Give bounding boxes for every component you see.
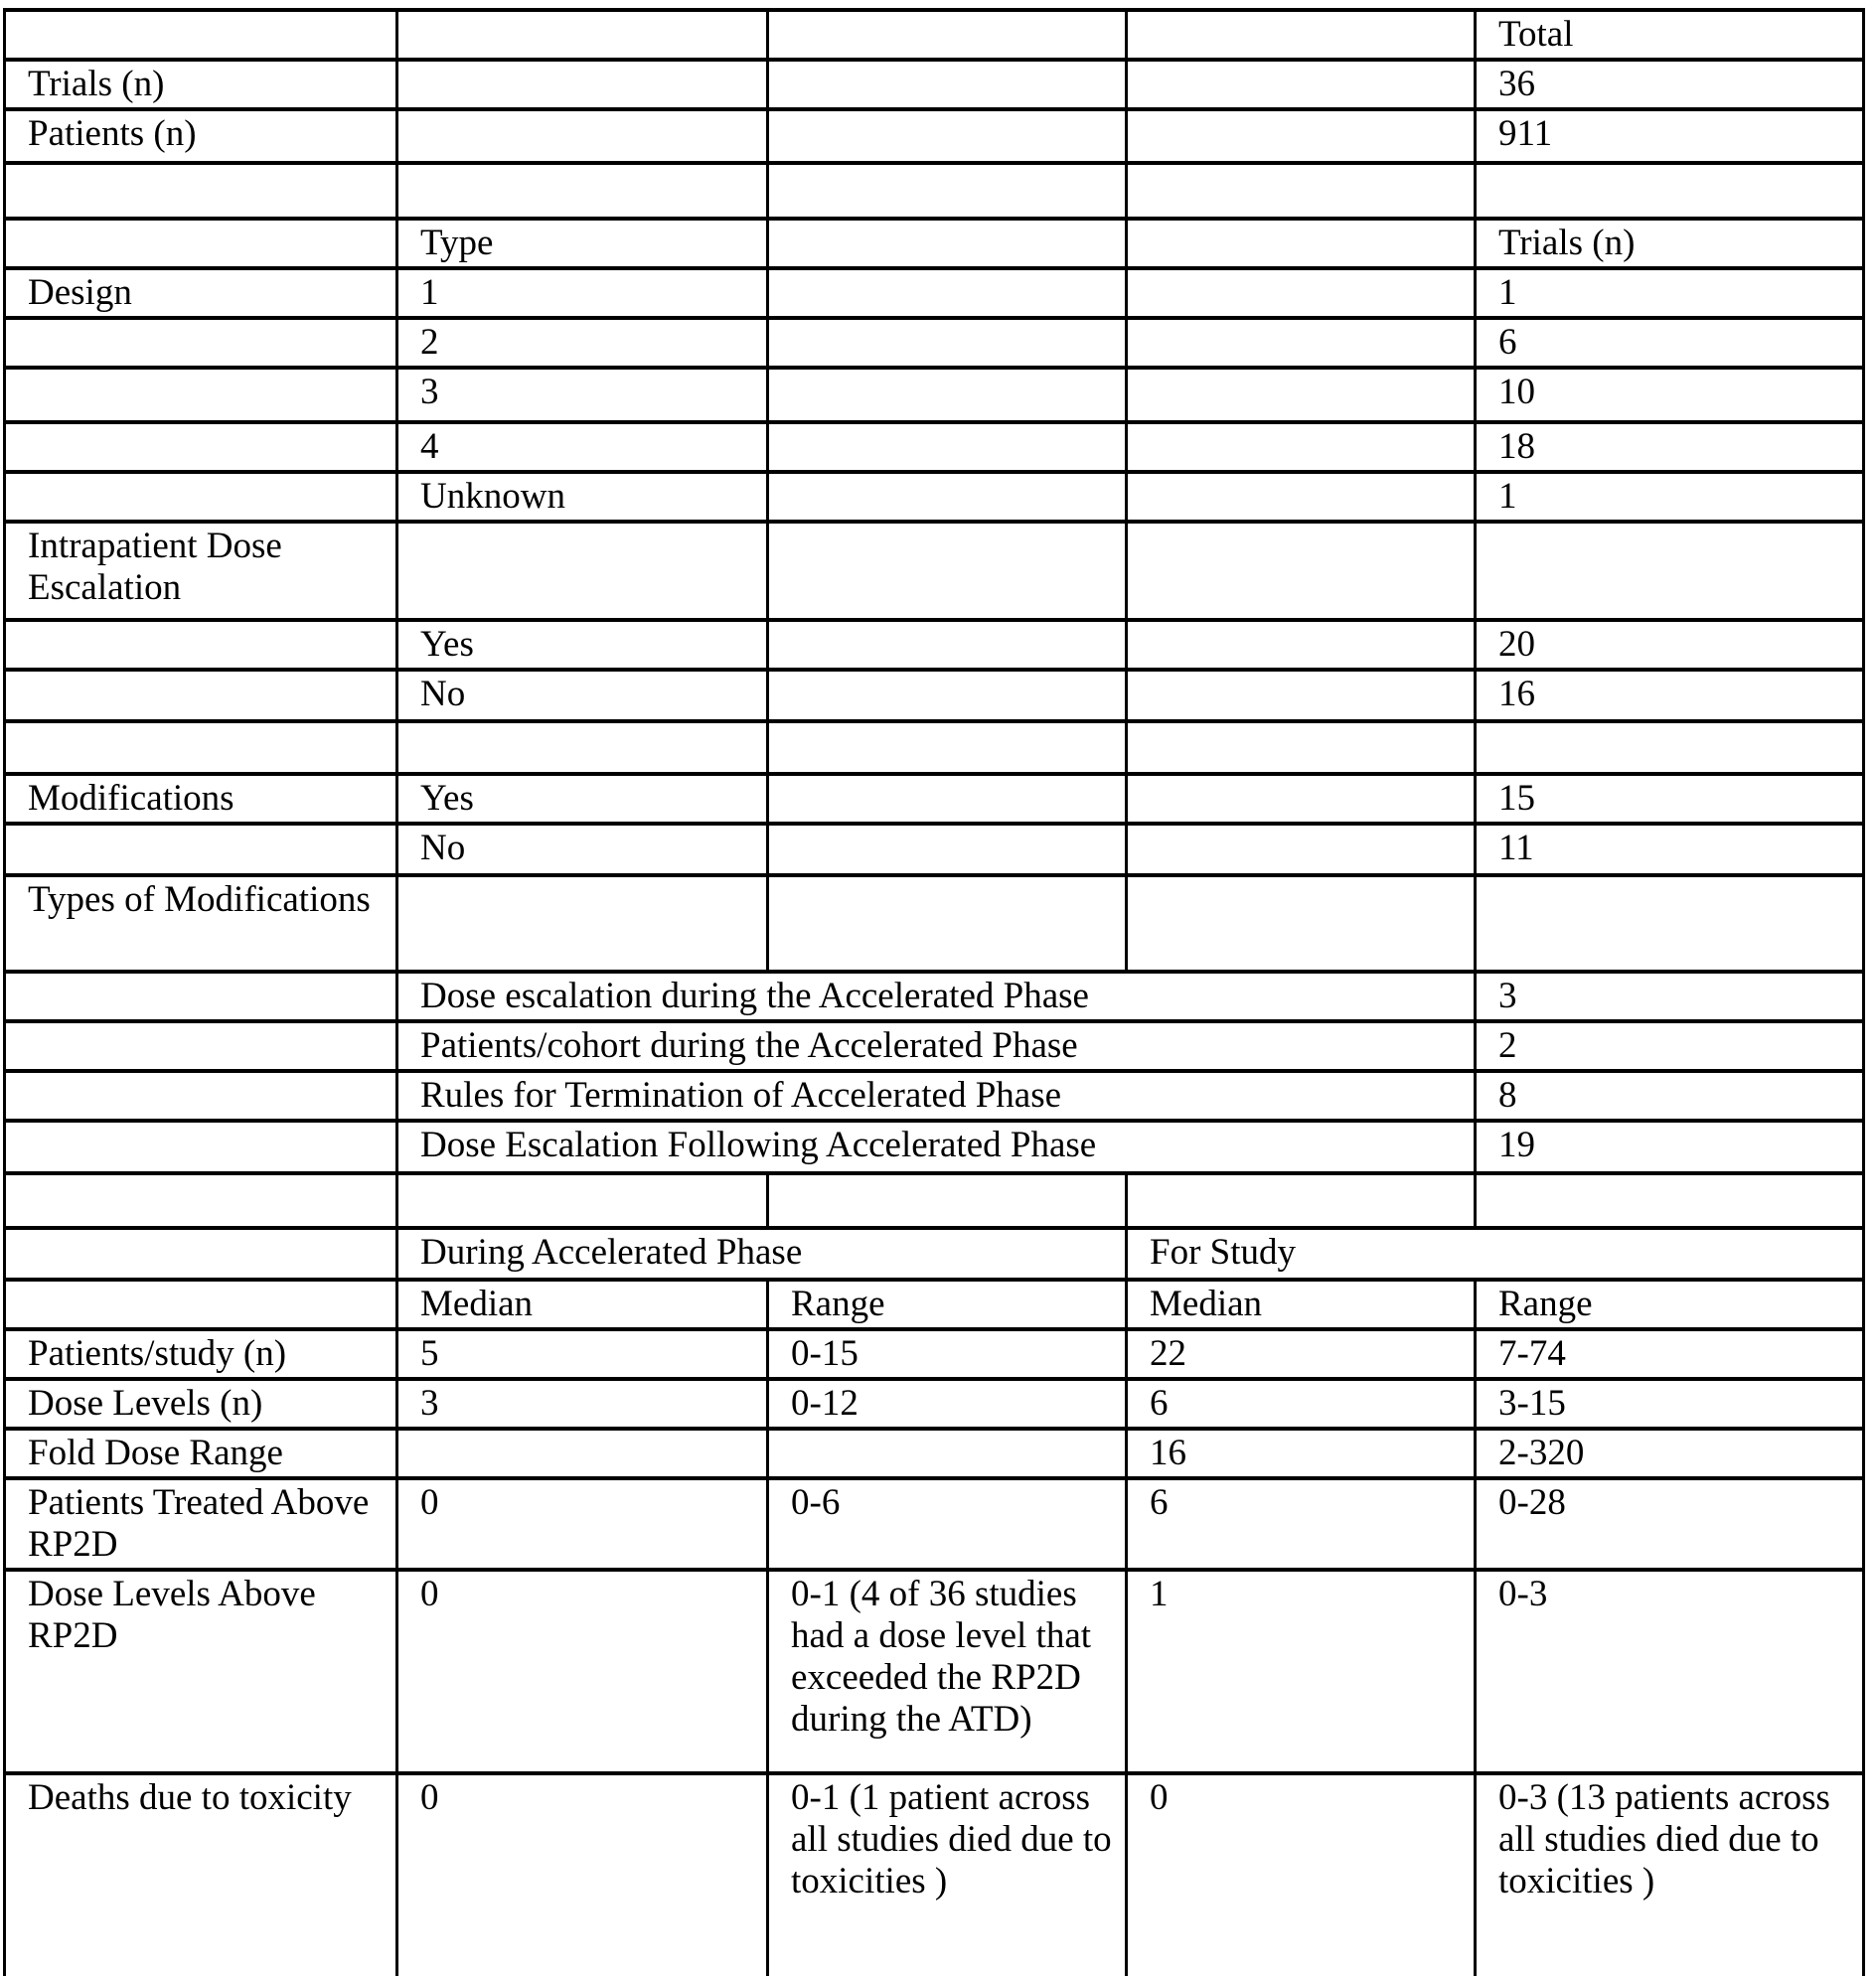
- group-header-cell: For Study: [1127, 1228, 1864, 1280]
- empty-cell: [5, 1071, 397, 1121]
- empty-cell: [5, 318, 397, 368]
- empty-cell: [397, 1429, 768, 1478]
- row-label-cell: Dose Levels Above RP2D: [5, 1570, 397, 1773]
- empty-cell: [397, 721, 768, 774]
- row-modifications-no: [5, 824, 1864, 875]
- empty-cell: [397, 163, 768, 219]
- value-cell: No: [397, 824, 768, 875]
- empty-cell: [1127, 163, 1476, 219]
- modification-type-cell: Rules for Termination of Accelerated Phase: [397, 1071, 1476, 1121]
- empty-cell: [768, 721, 1127, 774]
- empty-cell: [1127, 10, 1476, 60]
- value-cell: 7-74: [1476, 1329, 1864, 1379]
- empty-cell: [1476, 1173, 1864, 1228]
- value-cell: 1: [1127, 1570, 1476, 1773]
- empty-cell: [1476, 875, 1864, 972]
- empty-cell: [5, 1280, 397, 1329]
- empty-cell: [768, 60, 1127, 109]
- empty-cell: [768, 368, 1127, 422]
- row-intrapatient-no: [5, 670, 1864, 721]
- modification-type-cell: Dose Escalation Following Accelerated Phase: [397, 1121, 1476, 1173]
- empty-cell: [768, 318, 1127, 368]
- empty-cell: [5, 824, 397, 875]
- row-header-total: [5, 10, 1864, 60]
- empty-cell: [5, 1173, 397, 1228]
- empty-cell: [768, 774, 1127, 824]
- row-trials-n: [5, 60, 1864, 109]
- row-patients-treated-above-rp2d: [5, 1478, 1864, 1570]
- empty-cell: [1127, 721, 1476, 774]
- value-cell: 11: [1476, 824, 1864, 875]
- modification-type-cell: Patients/cohort during the Accelerated Phase: [397, 1021, 1476, 1071]
- empty-cell: [5, 10, 397, 60]
- empty-cell: [397, 60, 768, 109]
- empty-cell: [1127, 60, 1476, 109]
- row-types-of-modifications: [5, 875, 1864, 972]
- empty-cell: [1127, 1173, 1476, 1228]
- empty-cell: [768, 875, 1127, 972]
- value-cell: 15: [1476, 774, 1864, 824]
- empty-cell: [1127, 620, 1476, 670]
- row-fold-dose-range: [5, 1429, 1864, 1478]
- value-cell: 5: [397, 1329, 768, 1379]
- row-label-cell: Modifications: [5, 774, 397, 824]
- empty-cell: [768, 824, 1127, 875]
- empty-cell: [1127, 368, 1476, 422]
- row-dose-levels: [5, 1379, 1864, 1429]
- empty-cell: [1127, 875, 1476, 972]
- row-dose-levels-above-rp2d: [5, 1570, 1864, 1773]
- empty-cell: [1127, 824, 1476, 875]
- empty-cell: [5, 1228, 397, 1280]
- empty-cell: [1127, 774, 1476, 824]
- value-cell: Unknown: [397, 472, 768, 522]
- value-cell: 8: [1476, 1071, 1864, 1121]
- empty-cell: [1127, 670, 1476, 721]
- empty-cell: [1476, 522, 1864, 620]
- value-cell: 0-6: [768, 1478, 1127, 1570]
- value-cell: 3: [397, 368, 768, 422]
- column-header-cell: Median: [1127, 1280, 1476, 1329]
- row-spacer: [5, 1173, 1864, 1228]
- value-cell: 0: [397, 1478, 768, 1570]
- row-design-type-4: [5, 422, 1864, 472]
- value-cell: 4: [397, 422, 768, 472]
- column-header-cell: Range: [768, 1280, 1127, 1329]
- row-mod-dose-escalation-ap: [5, 972, 1864, 1021]
- value-cell: No: [397, 670, 768, 721]
- empty-cell: [5, 972, 397, 1021]
- empty-cell: [5, 721, 397, 774]
- row-label-cell: Patients (n): [5, 109, 397, 163]
- empty-cell: [397, 109, 768, 163]
- row-label-cell: Trials (n): [5, 60, 397, 109]
- empty-cell: [1127, 422, 1476, 472]
- value-cell: 0-1 (1 patient across all studies died due to toxicities ): [768, 1773, 1127, 1976]
- row-design-type-unknown: [5, 472, 1864, 522]
- value-cell: 6: [1476, 318, 1864, 368]
- row-mod-rules-termination-ap: [5, 1071, 1864, 1121]
- value-cell: 0: [397, 1570, 768, 1773]
- value-cell: 0-15: [768, 1329, 1127, 1379]
- empty-cell: [1127, 268, 1476, 318]
- value-cell: 22: [1127, 1329, 1476, 1379]
- empty-cell: [768, 268, 1127, 318]
- empty-cell: [768, 1173, 1127, 1228]
- column-header-cell: Total: [1476, 10, 1864, 60]
- value-cell: 1: [397, 268, 768, 318]
- empty-cell: [1127, 109, 1476, 163]
- row-deaths-due-to-toxicity: [5, 1773, 1864, 1976]
- empty-cell: [5, 620, 397, 670]
- value-cell: 1: [1476, 268, 1864, 318]
- empty-cell: [1476, 163, 1864, 219]
- empty-cell: [768, 620, 1127, 670]
- row-label-cell: Dose Levels (n): [5, 1379, 397, 1429]
- row-phase-headers: [5, 1228, 1864, 1280]
- value-cell: Yes: [397, 774, 768, 824]
- value-cell: 16: [1476, 670, 1864, 721]
- row-intrapatient-dose-escalation: [5, 522, 1864, 620]
- empty-cell: [397, 875, 768, 972]
- value-cell: 16: [1127, 1429, 1476, 1478]
- empty-cell: [5, 163, 397, 219]
- column-header-cell: Median: [397, 1280, 768, 1329]
- value-cell: 20: [1476, 620, 1864, 670]
- row-label-cell: Intrapatient Dose Escalation: [5, 522, 397, 620]
- value-cell: 19: [1476, 1121, 1864, 1173]
- row-label-cell: Types of Modifications: [5, 875, 397, 972]
- empty-cell: [5, 1121, 397, 1173]
- value-cell: 2-320: [1476, 1429, 1864, 1478]
- row-intrapatient-yes: [5, 620, 1864, 670]
- group-header-cell: During Accelerated Phase: [397, 1228, 1127, 1280]
- empty-cell: [397, 522, 768, 620]
- value-cell: 911: [1476, 109, 1864, 163]
- value-cell: 0: [1127, 1773, 1476, 1976]
- row-label-cell: Fold Dose Range: [5, 1429, 397, 1478]
- empty-cell: [768, 670, 1127, 721]
- value-cell: 3: [397, 1379, 768, 1429]
- value-cell: 3-15: [1476, 1379, 1864, 1429]
- empty-cell: [5, 472, 397, 522]
- value-cell: Yes: [397, 620, 768, 670]
- value-cell: 36: [1476, 60, 1864, 109]
- row-mod-patients-cohort-ap: [5, 1021, 1864, 1071]
- value-cell: 10: [1476, 368, 1864, 422]
- empty-cell: [768, 1429, 1127, 1478]
- empty-cell: [768, 472, 1127, 522]
- value-cell: 0-28: [1476, 1478, 1864, 1570]
- empty-cell: [5, 422, 397, 472]
- empty-cell: [768, 422, 1127, 472]
- empty-cell: [5, 1021, 397, 1071]
- row-label-cell: Patients/study (n): [5, 1329, 397, 1379]
- value-cell: 2: [397, 318, 768, 368]
- row-median-range-headers: [5, 1280, 1864, 1329]
- value-cell: 1: [1476, 472, 1864, 522]
- row-design-header: [5, 219, 1864, 268]
- empty-cell: [768, 163, 1127, 219]
- value-cell: 0-12: [768, 1379, 1127, 1429]
- empty-cell: [5, 219, 397, 268]
- row-modifications-yes: [5, 774, 1864, 824]
- empty-cell: [1127, 522, 1476, 620]
- row-design-type-2: [5, 318, 1864, 368]
- column-header-cell: Type: [397, 219, 768, 268]
- empty-cell: [768, 522, 1127, 620]
- value-cell: 0-1 (4 of 36 studies had a dose level that exceeded the RP2D during the ATD): [768, 1570, 1127, 1773]
- empty-cell: [397, 1173, 768, 1228]
- row-label-cell: Patients Treated Above RP2D: [5, 1478, 397, 1570]
- empty-cell: [1127, 472, 1476, 522]
- row-design-type-1: [5, 268, 1864, 318]
- value-cell: 0-3 (13 patients across all studies died due to toxicities ): [1476, 1773, 1864, 1976]
- empty-cell: [768, 10, 1127, 60]
- value-cell: 6: [1127, 1478, 1476, 1570]
- empty-cell: [1127, 219, 1476, 268]
- value-cell: 18: [1476, 422, 1864, 472]
- empty-cell: [1127, 318, 1476, 368]
- row-spacer: [5, 163, 1864, 219]
- column-header-cell: Trials (n): [1476, 219, 1864, 268]
- row-mod-dose-escalation-following-ap: [5, 1121, 1864, 1173]
- empty-cell: [768, 109, 1127, 163]
- empty-cell: [5, 368, 397, 422]
- empty-cell: [5, 670, 397, 721]
- empty-cell: [397, 10, 768, 60]
- row-label-cell: Design: [5, 268, 397, 318]
- row-spacer: [5, 721, 1864, 774]
- trial-summary-table: [3, 8, 1865, 1976]
- value-cell: 0-3: [1476, 1570, 1864, 1773]
- row-label-cell: Deaths due to toxicity: [5, 1773, 397, 1976]
- column-header-cell: Range: [1476, 1280, 1864, 1329]
- value-cell: 0: [397, 1773, 768, 1976]
- value-cell: 3: [1476, 972, 1864, 1021]
- value-cell: 2: [1476, 1021, 1864, 1071]
- modification-type-cell: Dose escalation during the Accelerated Phase: [397, 972, 1476, 1021]
- row-patients-n: [5, 109, 1864, 163]
- value-cell: 6: [1127, 1379, 1476, 1429]
- row-design-type-3: [5, 368, 1864, 422]
- row-patients-per-study: [5, 1329, 1864, 1379]
- empty-cell: [768, 219, 1127, 268]
- empty-cell: [1476, 721, 1864, 774]
